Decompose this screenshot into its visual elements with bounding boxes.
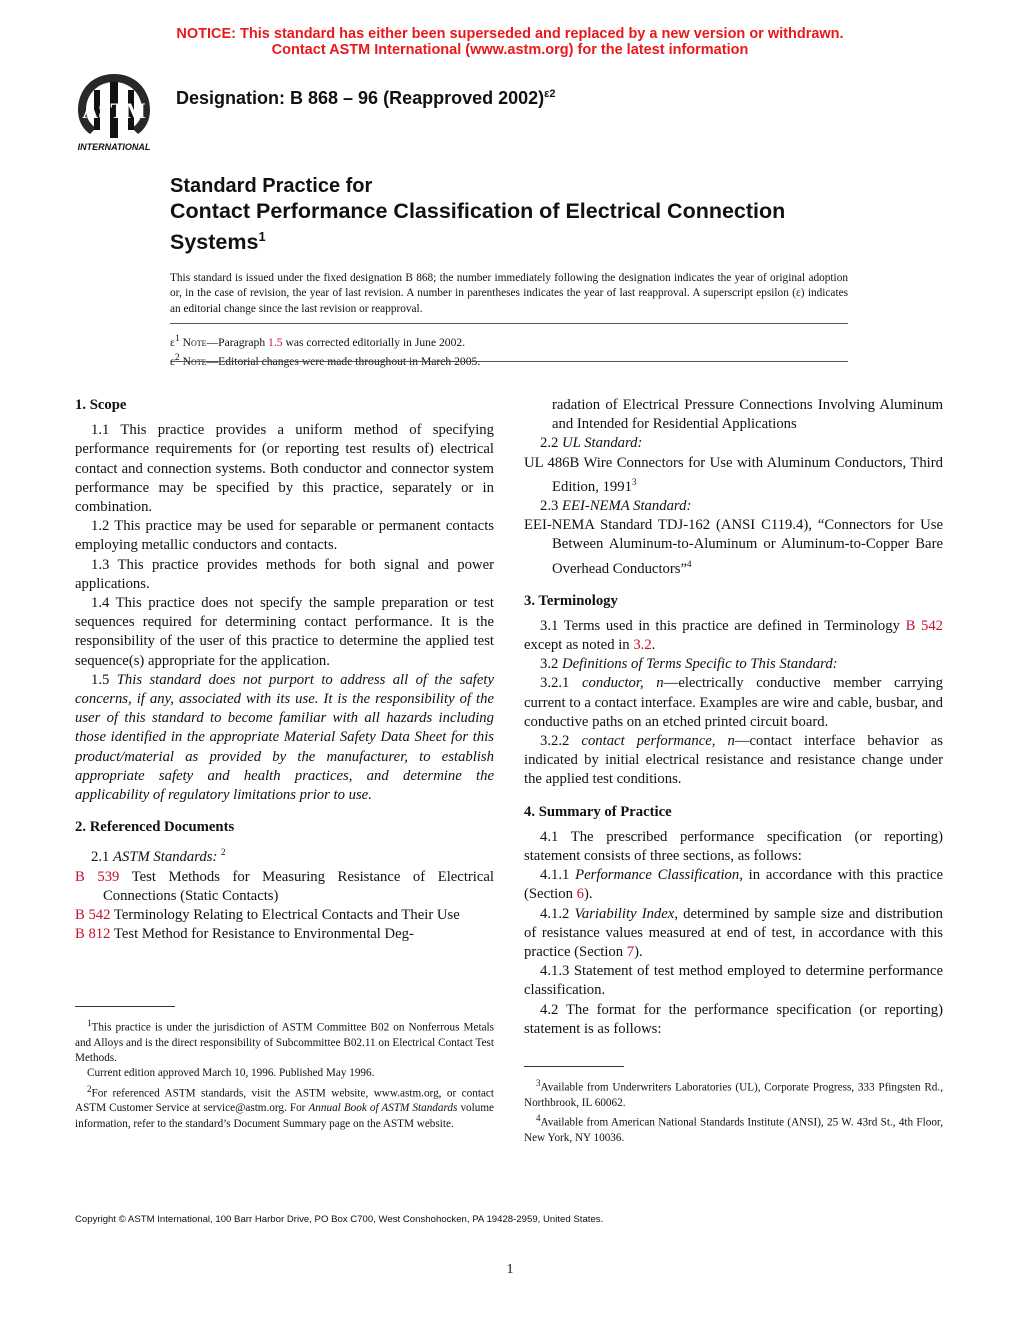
- reference-b542: B 542 Terminology Relating to Electrical Contacts and Their Use: [75, 906, 460, 923]
- paragraph-3-2-2: 3.2.2 contact performance, n—contact interface behavior as indicated by initial electrical resistance and resistance change under the applied test conditions.: [524, 733, 944, 788]
- designation-text: Designation: B 868 – 96 (Reapproved 2002): [176, 88, 545, 108]
- link-b539[interactable]: B 539: [75, 868, 120, 885]
- editorial-notes: [170, 331, 848, 370]
- paragraph-4-2: 4.2 The format for the performance specification (or reporting) statement is as follows:: [524, 1001, 943, 1037]
- document-title: [170, 174, 870, 255]
- paragraph-2-3: 2.3 EEI-NEMA Standard:: [540, 497, 692, 514]
- divider: [170, 323, 848, 324]
- right-column: [524, 396, 943, 1039]
- section-heading-referenced-documents: 2. Referenced Documents: [75, 819, 235, 836]
- reference-b539: B 539 Test Methods for Measuring Resistance of Electrical Connections (Static Contacts): [75, 868, 494, 904]
- footnote-2: $^2$For referenced ASTM standards, visit the ASTM website, www.astm.org, or contact ASTM Customer Service at service@astm.org. For Annual Book of ASTM Standards volume information, refer to the standard’s Document Summary page on the ASTM website.: [75, 1083, 494, 1130]
- title-line-1: Standard Practice for: [170, 175, 373, 197]
- footnote-rule: [75, 1006, 175, 1007]
- designation: [176, 88, 555, 109]
- footnotes-right: [524, 1076, 943, 1146]
- title-line-2: Contact Performance Classification of Electrical Connection: [170, 199, 786, 223]
- link-section-7[interactable]: 7: [626, 944, 635, 961]
- link-section-6[interactable]: 6: [576, 886, 584, 903]
- designation-epsilon: ε2: [544, 88, 556, 100]
- reference-ul486b: UL 486B Wire Connectors for Use with Aluminum Conductors, Third Edition, 1991$^3$: [524, 454, 943, 495]
- divider: [170, 361, 848, 362]
- paragraph-1-5: 1.5 This standard does not purport to address all of the safety concerns, if any, associated with its use. It is the responsibility of the user of this standard to become familiar with all hazards including those identified in the appropriate Material Safety Data Sheet for this product/material as provided by the manufacturer, to establish appropriate safety and health practices, and determine the applicability of regulatory limitations prior to use.: [75, 671, 495, 804]
- paragraph-4-1: 4.1 The prescribed performance specification (or reporting) statement consists of three sections, as follows:: [524, 828, 943, 865]
- link-b812[interactable]: B 812: [75, 926, 111, 943]
- footnotes-left: [75, 1016, 494, 1132]
- paragraph-2-2: 2.2 UL Standard:: [540, 435, 643, 452]
- paragraph-1-4: 1.4 This practice does not specify the sample preparation or test sequences required for determining contact performance. It is the responsibility of the user of this practice to determine the applied test sequence(s) appropriate for the application.: [75, 595, 494, 669]
- title-footnote-marker: 1: [258, 229, 266, 244]
- paragraph-3-2: 3.2 Definitions of Terms Specific to This Standard:: [540, 656, 838, 673]
- reference-b812: B 812 Test Method for Resistance to Environmental Deg-: [75, 926, 414, 943]
- astm-logo: [64, 70, 164, 154]
- footnote-1: $^1$This practice is under the jurisdiction of ASTM Committee B02 on Nonferrous Metals and Alloys and is the direct responsibility of Subcommittee B02.11 on Electrical Contact Test Methods.: [75, 1018, 494, 1065]
- paragraph-3-1: 3.1 Terms used in this practice are defined in Terminology B 542 except as noted in 3.2.: [524, 617, 944, 654]
- footnote-1-edition: Current edition approved March 10, 1996. Published May 1996.: [87, 1067, 375, 1080]
- link-b542[interactable]: B 542: [75, 906, 111, 923]
- paragraph-4-1-1: 4.1.1 Performance Classification, in accordance with this practice (Section 6).: [524, 867, 943, 903]
- reference-eei-nema: EEI-NEMA Standard TDJ-162 (ANSI C119.4), “Connectors for Use Between Aluminum-to-Aluminum or Aluminum-to-Copper Bare Overhead Conductors”$^4$: [524, 517, 943, 577]
- link-section-1-5[interactable]: 1.5: [268, 335, 283, 349]
- logo-text: ASTM: [82, 98, 146, 123]
- section-heading-summary: 4. Summary of Practice: [524, 803, 672, 820]
- paragraph-4-1-2: 4.1.2 Variability Index, determined by sample size and distribution of resistance values measured at end of test, in accordance with this practice (Section 7).: [524, 905, 943, 961]
- section-heading-terminology: 3. Terminology: [524, 592, 618, 609]
- footnote-rule: [524, 1066, 624, 1067]
- paragraph-1-1: 1.1 This practice provides a uniform method of specifying performance requirements for (or reporting test results of) electrical contact and connection systems. Both conductor and connector system performance may be specified by this practice, separately or in combination.: [75, 422, 494, 516]
- paragraph-1-2: 1.2 This practice may be used for separable or permanent contacts employing metallic conductors and contacts.: [75, 518, 494, 554]
- notice-line-1: NOTICE: This standard has either been superseded and replaced by a new version or withdrawn.: [176, 26, 844, 42]
- editorial-note-2: $\varepsilon^2$ Note—Editorial changes were made throughout in March 2005.: [170, 352, 481, 369]
- title-line-3: Systems$^1$: [170, 229, 266, 255]
- link-section-3-2[interactable]: 3.2: [633, 637, 652, 654]
- footnote-4: $^4$Available from American National Standards Institute (ANSI), 25 W. 43rd St., 4th Floor, New York, NY 10036.: [524, 1113, 943, 1145]
- link-b542-terminology[interactable]: B 542: [905, 617, 944, 634]
- paragraph-1-3: 1.3 This practice provides methods for both signal and power applications.: [75, 556, 494, 592]
- logo-subtext: INTERNATIONAL: [77, 142, 151, 152]
- copyright-line: Copyright © ASTM International, 100 Barr Harbor Drive, PO Box C700, West Conshohocken, PA 19428-2959, United States.: [75, 1214, 604, 1225]
- paragraph-2-1: 2.1 ASTM Standards: $^2$: [91, 847, 226, 866]
- footnote-3: $^3$Available from Underwriters Laboratories (UL), Corporate Progress, 333 Pfingsten Rd., Northbrook, IL 60062.: [524, 1078, 943, 1109]
- section-heading-scope: 1. Scope: [75, 397, 127, 413]
- withdrawal-notice: [0, 26, 1020, 58]
- notice-line-2: Contact ASTM International (www.astm.org) for the latest information: [271, 42, 749, 58]
- page-number: 1: [506, 1262, 514, 1277]
- issue-statement: This standard is issued under the fixed designation B 868; the number immediately following the designation indicates the year of original adoption or, in the case of revision, the year of last revision. A number in parentheses indicates the year of last reapproval. A superscript epsilon (ε) indicates an editorial change since the last revision or reapproval.: [170, 272, 848, 315]
- paragraph-3-2-1: 3.2.1 conductor, n—electrically conductive member carrying current to a contact interface. Examples are wire and cable, busbar, and conductive paths on an etched printed circuit board.: [524, 675, 943, 730]
- editorial-note-1: $\varepsilon^1$ Note—Paragraph 1.5 was corrected editorially in June 2002.: [170, 333, 466, 349]
- reference-b812-continued: radation of Electrical Pressure Connections Involving Aluminum and Intended for Residential Applications: [552, 397, 943, 433]
- paragraph-4-1-3: 4.1.3 Statement of test method employed to determine performance classification.: [524, 963, 943, 999]
- left-column: [75, 396, 494, 944]
